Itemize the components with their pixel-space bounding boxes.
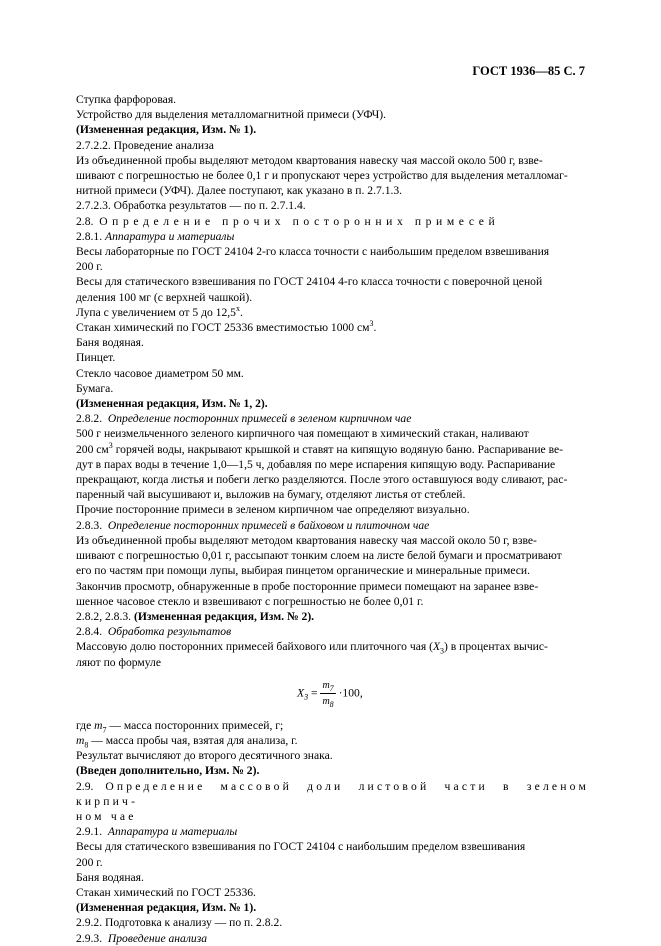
text-line: Бумага. (76, 381, 114, 395)
amendment-note: 2.8.2, 2.8.3. (Измененная редакция, Изм. № 2). (76, 609, 315, 623)
amendment-note: (Измененная редакция, Изм. № 1). (76, 901, 257, 915)
clause-heading: 2.8.2. Определение посторонних примесей в зеленом кирпичном чае (76, 412, 412, 426)
text-line: Весы для статического взвешивания по ГОСТ 24104 с наибольшим пределом взвешивания (76, 840, 526, 854)
formula-expression: $X_3$ = $\frac{m_7}{m_8}$ ·100, (297, 679, 363, 709)
text-line: Прочие посторонние примеси в зеленом кирпичном чае определяют визуально. (76, 503, 470, 517)
text-line: прекращают, когда листья и побеги легко разделяются. После этого оставшуюся воду сливают, рас- (76, 473, 568, 487)
text-line: Стекло часовое диаметром 50 мм. (76, 366, 244, 380)
text-line: паренный чай высушивают и, выложив на бумагу, отделяют листья от стеблей. (76, 488, 466, 502)
text-line: деления 100 мг (с верхней чашкой). (76, 290, 253, 304)
clause-heading: 2.7.2.2. Проведение анализа (76, 138, 214, 152)
text-line: 200 $см^3$ горячей воды, накрывают крышкой и ставят на кипящую водяную баню. Распаривание ве- (76, 440, 564, 456)
formula (76, 674, 589, 714)
page-header: ГОСТ 1936—85 С. 7 (472, 64, 585, 78)
amendment-note: (Измененная редакция, Изм. № 1). (76, 123, 257, 137)
text-line: Массовую долю посторонних примесей байхового или плиточного чая $(X_3)$ в процентах вычис- (76, 640, 548, 656)
text-line: Ступка фарфоровая. (76, 93, 177, 106)
amendment-note: (Измененная редакция, Изм. № 1, 2). (76, 397, 268, 411)
clause-heading: 2.7.2.3. Обработка результатов — по п. 2.7.1.4. (76, 199, 306, 213)
legend-line: где $m_7$ — масса посторонних примесей, г; (76, 718, 284, 735)
text-line: Результат вычисляют до второго десятичного знака. (76, 749, 333, 763)
clause-heading: 2.9.2. Подготовка к анализу — по п. 2.8.2. (76, 916, 283, 930)
text-line: Баня водяная. (76, 336, 144, 350)
text-line: дут в парах воды в течение 1,0—1,5 ч, добавляя по мере испарения кипящую воду. Распаривание (76, 457, 556, 471)
document-body (76, 92, 589, 946)
text-line: его по частям при помощи лупы, выбирая пинцетом органические и минеральные примеси. (76, 564, 531, 578)
text-line: Из объединенной пробы выделяют методом квартования навеску чая массой около 50 г, взве- (76, 533, 537, 547)
text-line: 500 г неизмельченного зеленого кирпичного чая помещают в химический стакан, наливают (76, 427, 529, 441)
clause-heading: 2.8.3. Определение посторонних примесей в байховом и плиточном чае (76, 518, 430, 532)
clause-heading: 2.8.4. Обработка результатов (76, 625, 232, 639)
section-heading: 2.9. Определение массовой доли листовой части в зеленом кирпич- (76, 779, 589, 808)
text-line: 200 г. (76, 855, 103, 869)
clause-heading: 2.9.1. Аппаратура и материалы (76, 825, 238, 839)
text-line: Весы лабораторные по ГОСТ 24104 2-го класса точности с наибольшим пределом взвешивания (76, 245, 550, 259)
formula-fraction: $\frac{m_7}{m_8}$ (322, 679, 334, 709)
text-line: Весы для статического взвешивания по ГОСТ 24104 4-го класса точности с поверочной ценой (76, 275, 543, 289)
clause-number: 2.8.1. (76, 229, 103, 243)
text-line: ляют по формуле (76, 655, 161, 669)
section-heading-cont: ном чае (76, 809, 137, 823)
text-line: Из объединенной пробы выделяют методом квартования навеску чая массой около 500 г, взве- (76, 153, 543, 167)
section-heading (76, 214, 589, 229)
text-line: нитной примеси (УФЧ). Далее поступают, как указано в п. 2.7.1.3. (76, 184, 403, 198)
text-line: Стакан химический по ГОСТ 25336 вместимостью 1000 $см^3$. (76, 319, 377, 335)
text-line: Стакан химический по ГОСТ 25336. (76, 885, 256, 899)
text-line: шивают с погрешностью не более 0,1 г и пропускают через устройство для выделения металломаг- (76, 169, 568, 183)
text-line: Пинцет. (76, 351, 116, 365)
text-line: Устройство для выделения металломагнитной примеси (УФЧ). (76, 108, 387, 122)
amendment-note: (Введен дополнительно, Изм. № 2). (76, 764, 260, 778)
legend-line: $m_8$ — масса пробы чая, взятая для анализа, г. (76, 733, 298, 750)
clause-title: Аппаратура и материалы (105, 229, 235, 243)
text-line: Закончив просмотр, обнаруженные в пробе посторонние примеси помещают на заранее взве- (76, 579, 539, 593)
text-line: Баня водяная. (76, 870, 144, 884)
section-title: Определение прочих посторонних примесей (99, 214, 500, 228)
text-line: шивают с погрешностью 0,01 г, рассыпают тонким слоем на листе белой бумаги и просматривают (76, 549, 562, 563)
text-line: 200 г. (76, 260, 103, 274)
clause-heading: 2.9.3. Проведение анализа (76, 931, 208, 945)
clause-number: 2.8. (76, 214, 94, 228)
text-line: шенное часовое стекло и взвешивают с погрешностью не более 0,01 г. (76, 594, 424, 608)
clause-heading (76, 229, 589, 244)
text-line: Лупа с увеличением от 5 до 12,5$^x$. (76, 303, 243, 319)
